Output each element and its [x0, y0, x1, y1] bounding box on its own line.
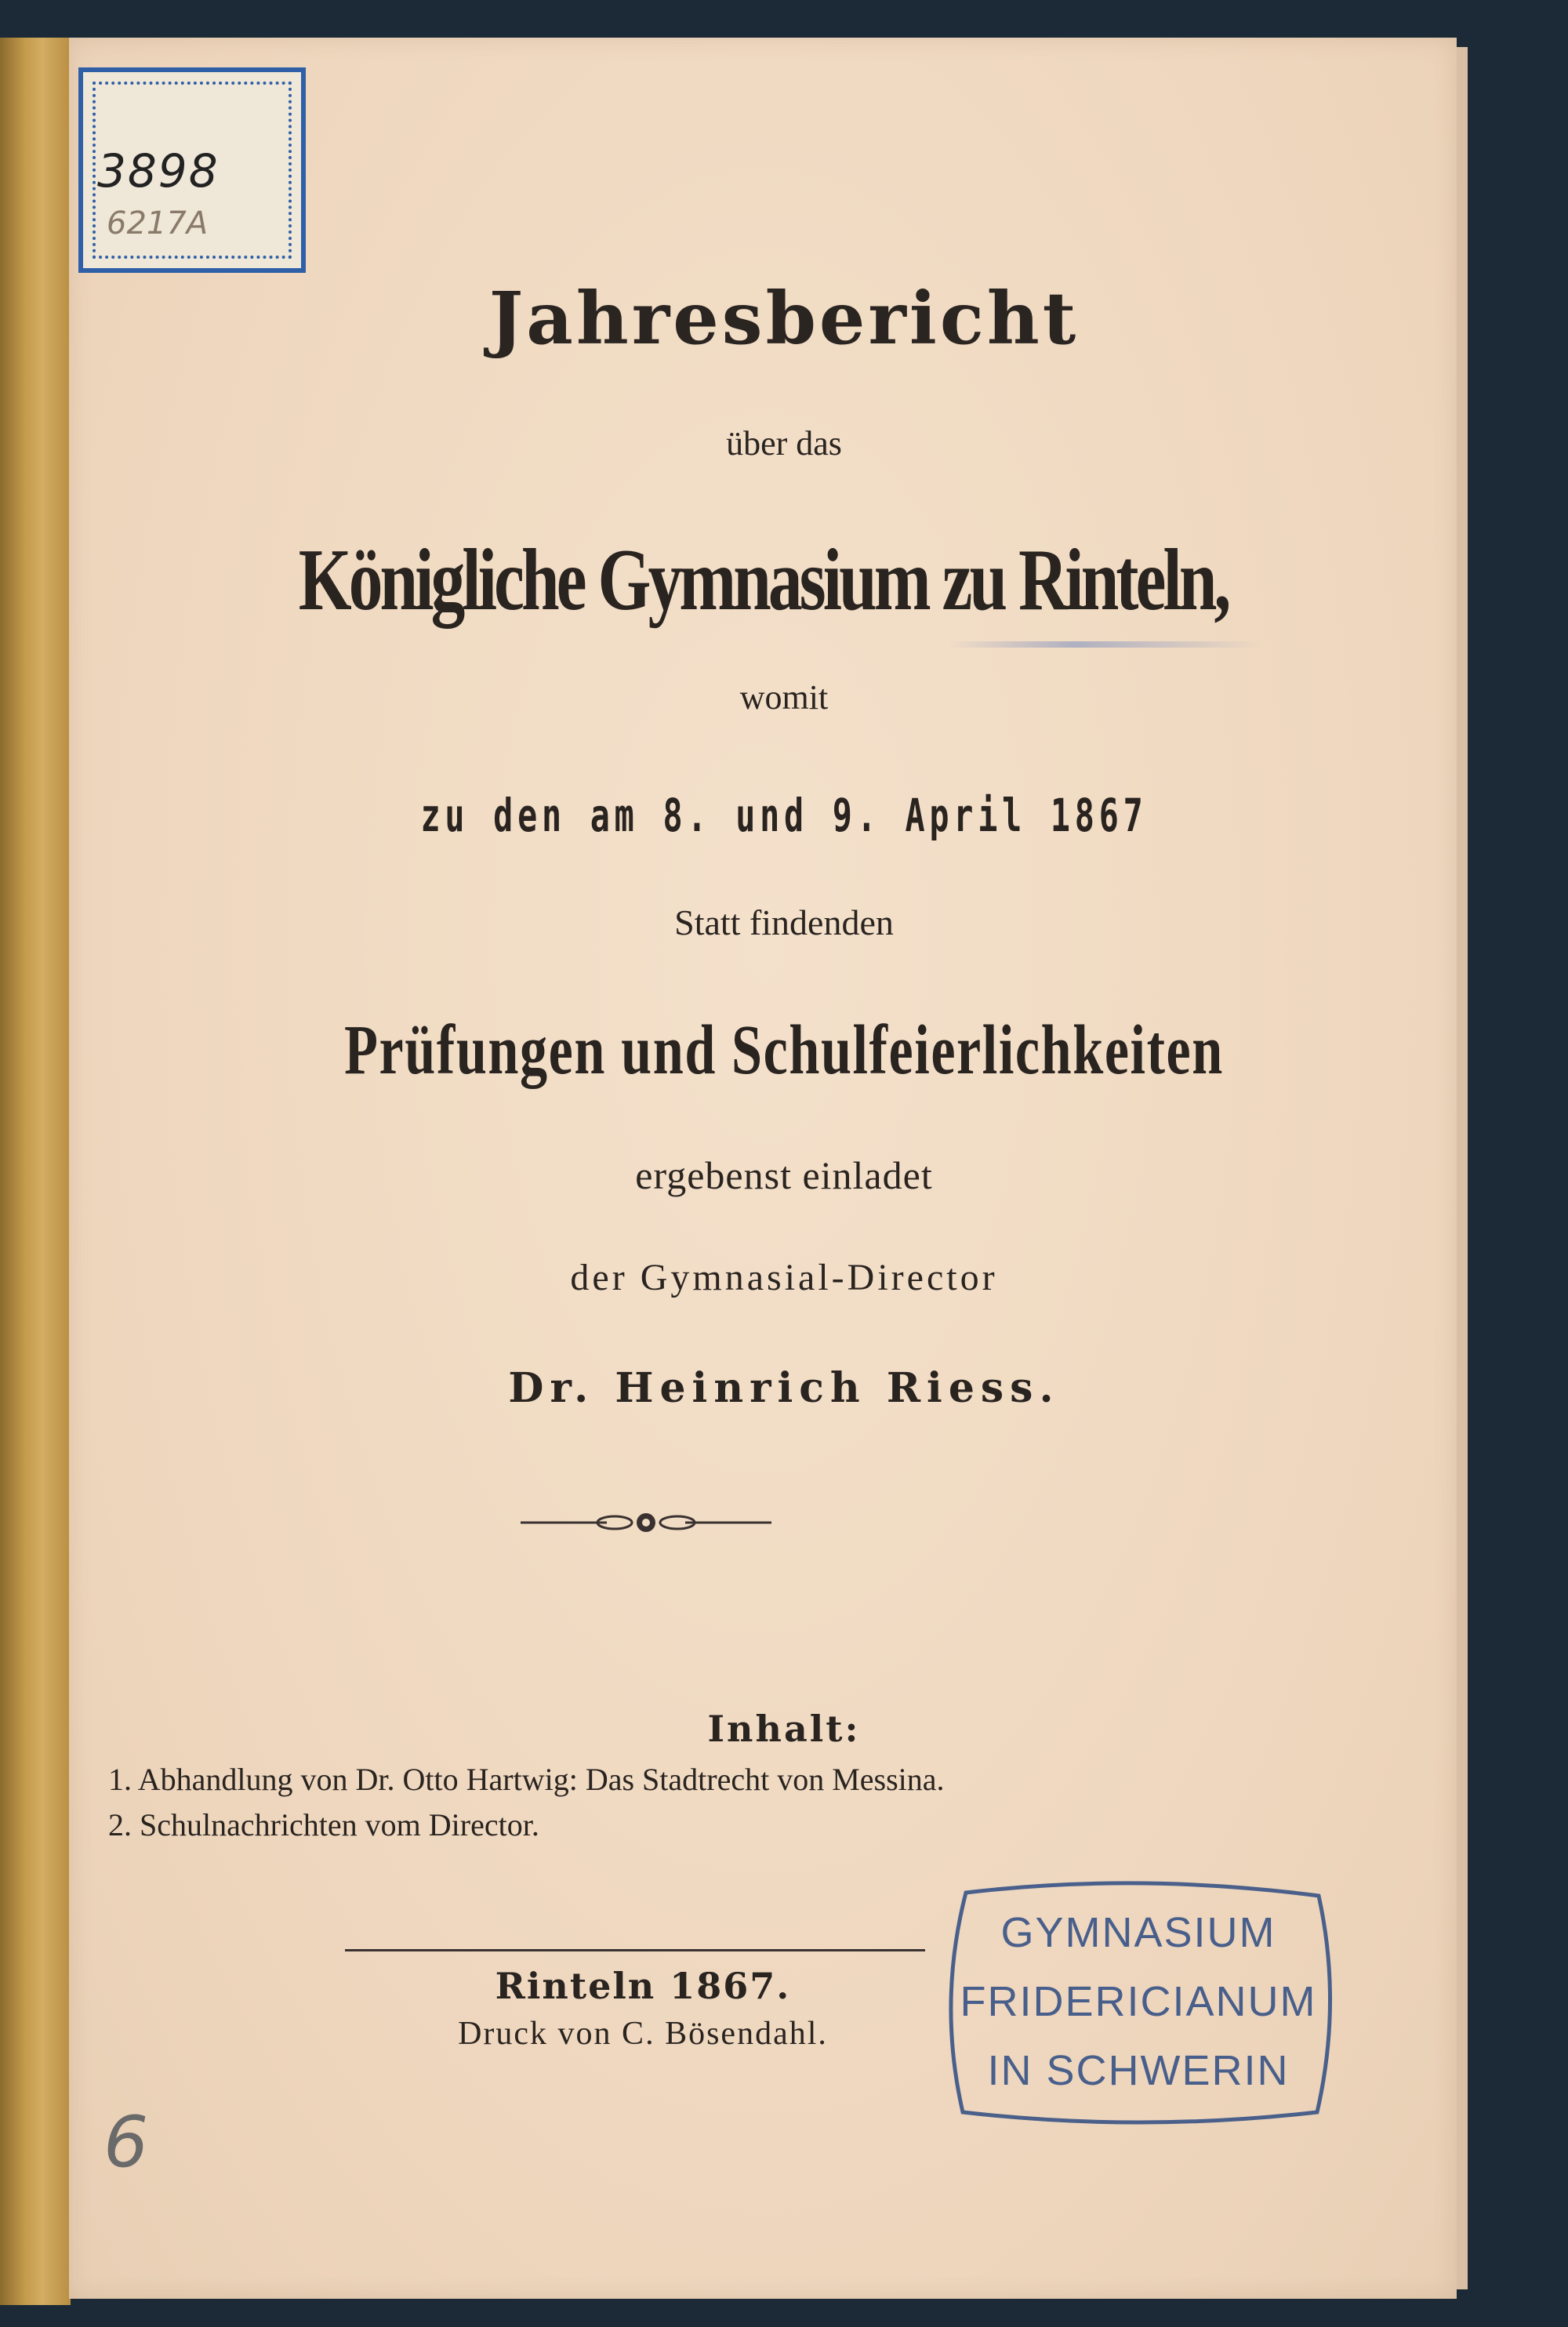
ornament-divider [521, 1507, 771, 1538]
contents-heading: Inhalt: [707, 1708, 861, 1750]
label-subnumber: 6217A [107, 205, 209, 241]
event-date: zu den am 8. und 9. April 1867 [420, 789, 1148, 842]
school-name: Königliche Gymnasium zu Rinteln, [298, 532, 1229, 629]
imprint-rule [345, 1949, 925, 1951]
text-statt: Statt findenden [674, 902, 894, 942]
document-title: Jahresbericht [488, 276, 1080, 361]
subtitle-ueber: über das [726, 424, 842, 463]
text-ergebenst: ergebenst einladet [635, 1153, 933, 1197]
stamp-line-1: GYMNASIUM [1000, 1909, 1276, 1956]
director-name: Dr. Heinrich Riess. [508, 1364, 1060, 1412]
stamp-line-2: FRIDERICIANUM [960, 1978, 1317, 2025]
director-role: der Gymnasial-Director [570, 1257, 998, 1298]
library-label [78, 67, 306, 273]
blue-pencil-mark [949, 641, 1262, 648]
imprint-place: Rinteln 1867. [495, 1965, 791, 2007]
library-stamp [935, 1877, 1342, 2131]
label-number: 3898 [97, 144, 220, 198]
pencil-mark: 6 [103, 2101, 149, 2184]
text-womit: womit [739, 678, 829, 717]
stamp-line-3: IN SCHWERIN [987, 2047, 1290, 2094]
event-title: Prüfungen und Schulfeierlichkeiten [344, 1011, 1224, 1089]
contents-item: 1. Abhandlung von Dr. Otto Hartwig: Das Stadtrecht von Messina. [108, 1762, 945, 1797]
imprint-printer: Druck von C. Bösendahl. [458, 2016, 828, 2052]
contents-item: 2. Schulnachrichten vom Director. [108, 1807, 539, 1842]
